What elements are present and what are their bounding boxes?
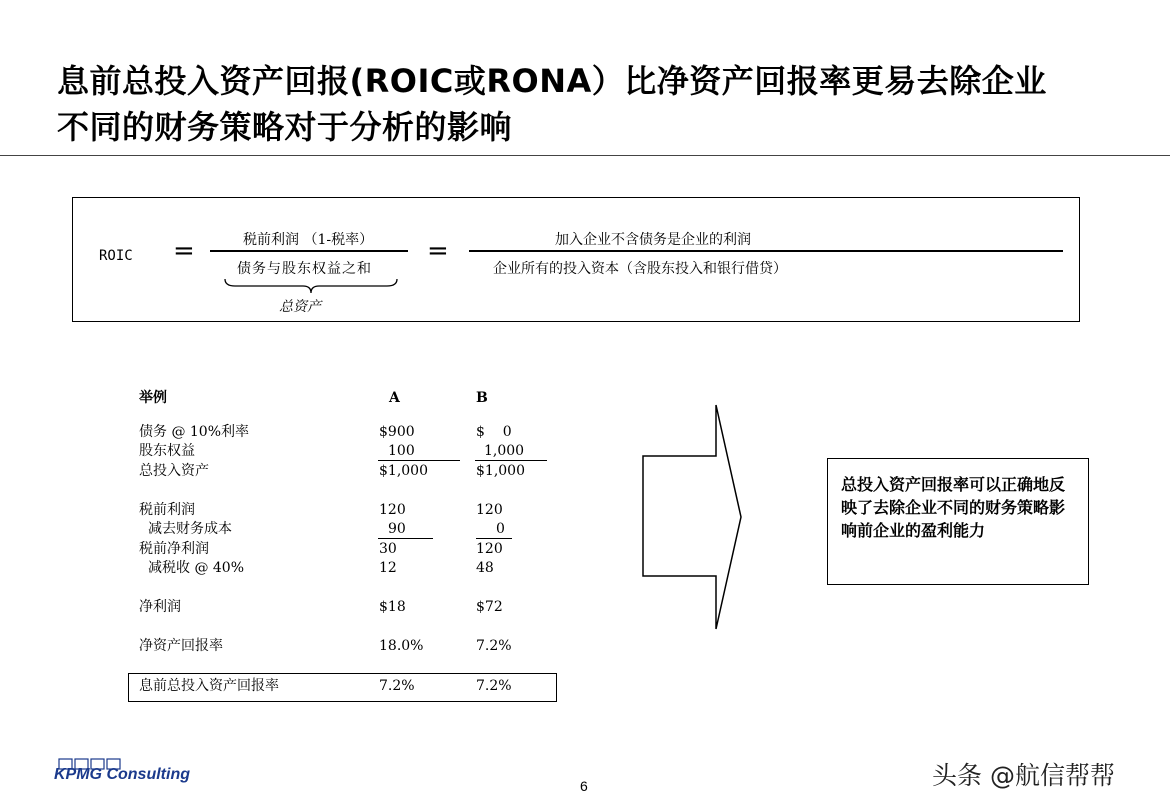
curly-brace-icon <box>223 278 399 294</box>
title-divider <box>0 155 1170 156</box>
subtract-underline-a <box>378 538 433 539</box>
row-value-a: $900 <box>379 424 415 440</box>
equals-sign-1: = <box>173 236 195 266</box>
example-header-b: B <box>476 390 488 406</box>
subtract-underline-b <box>476 538 512 539</box>
row-value-a: 12 <box>379 560 397 576</box>
fraction2-denominator: 企业所有的投入资本（含股东投入和银行借贷） <box>493 261 787 277</box>
brand-name: KPMG Consulting <box>54 766 190 783</box>
row-label: 税前净利润 <box>139 541 209 557</box>
roic-formula-box <box>72 197 1080 322</box>
row-value-a: $1,000 <box>379 463 428 479</box>
row-value-a: $18 <box>379 599 406 615</box>
sum-underline-a <box>378 460 460 461</box>
fraction1-denominator: 债务与股东权益之和 <box>237 261 372 277</box>
page-number: 6 <box>580 778 588 794</box>
fraction1-bar <box>210 250 408 252</box>
row-value-b: $72 <box>476 599 503 615</box>
row-value-b: 7.2% <box>476 638 512 654</box>
row-value-a: 120 <box>379 502 406 518</box>
page-title <box>57 58 1137 150</box>
example-header-a: A <box>389 390 400 406</box>
row-value-a: 18.0% <box>379 638 424 654</box>
row-label: 净利润 <box>139 599 181 615</box>
roic-label: ROIC <box>99 248 133 264</box>
sum-underline-b <box>475 460 547 461</box>
row-label: 减税收 @ 40% <box>148 560 245 576</box>
equals-sign-2: = <box>427 236 449 266</box>
right-arrow-icon <box>640 403 746 633</box>
row-value-a: 30 <box>379 541 397 557</box>
row-value-b: 1,000 <box>484 443 525 459</box>
conclusion-box: 总投入资产回报率可以正确地反映了去除企业不同的财务策略影响前企业的盈利能力 <box>827 458 1089 585</box>
fraction2-numerator: 加入企业不含债务是企业的利润 <box>555 232 751 248</box>
row-label: 税前利润 <box>139 502 195 518</box>
row-label: 净资产回报率 <box>139 638 223 654</box>
row-label: 债务 @ 10%利率 <box>139 424 250 440</box>
fraction1-numerator: 税前利润 （1-税率） <box>243 232 374 248</box>
row-value-b: 120 <box>476 502 503 518</box>
row-value-a: 90 <box>388 521 406 537</box>
row-value-b: $1,000 <box>476 463 525 479</box>
row-label: 息前总投入资产回报率 <box>139 678 279 694</box>
row-label: 股东权益 <box>139 443 195 459</box>
example-header-label: 举例 <box>139 390 167 406</box>
row-value-a: 7.2% <box>379 678 415 694</box>
title-line-1: 息前总投入资产回报(ROIC或RONA）比净资产回报率更易去除企业 <box>57 62 1047 100</box>
total-assets-note: 总资产 <box>279 299 321 315</box>
row-value-b: 0 <box>496 521 505 537</box>
row-value-b: 7.2% <box>476 678 512 694</box>
row-value-b: $ 0 <box>476 424 512 440</box>
row-label: 减去财务成本 <box>148 521 232 537</box>
row-value-a: 100 <box>388 443 415 459</box>
row-label: 总投入资产 <box>139 463 209 479</box>
fraction2-bar <box>469 250 1063 252</box>
row-value-b: 48 <box>476 560 494 576</box>
title-line-2: 不同的财务策略对于分析的影响 <box>57 108 513 146</box>
watermark: 头条 @航信帮帮 <box>932 761 1115 790</box>
row-value-b: 120 <box>476 541 503 557</box>
